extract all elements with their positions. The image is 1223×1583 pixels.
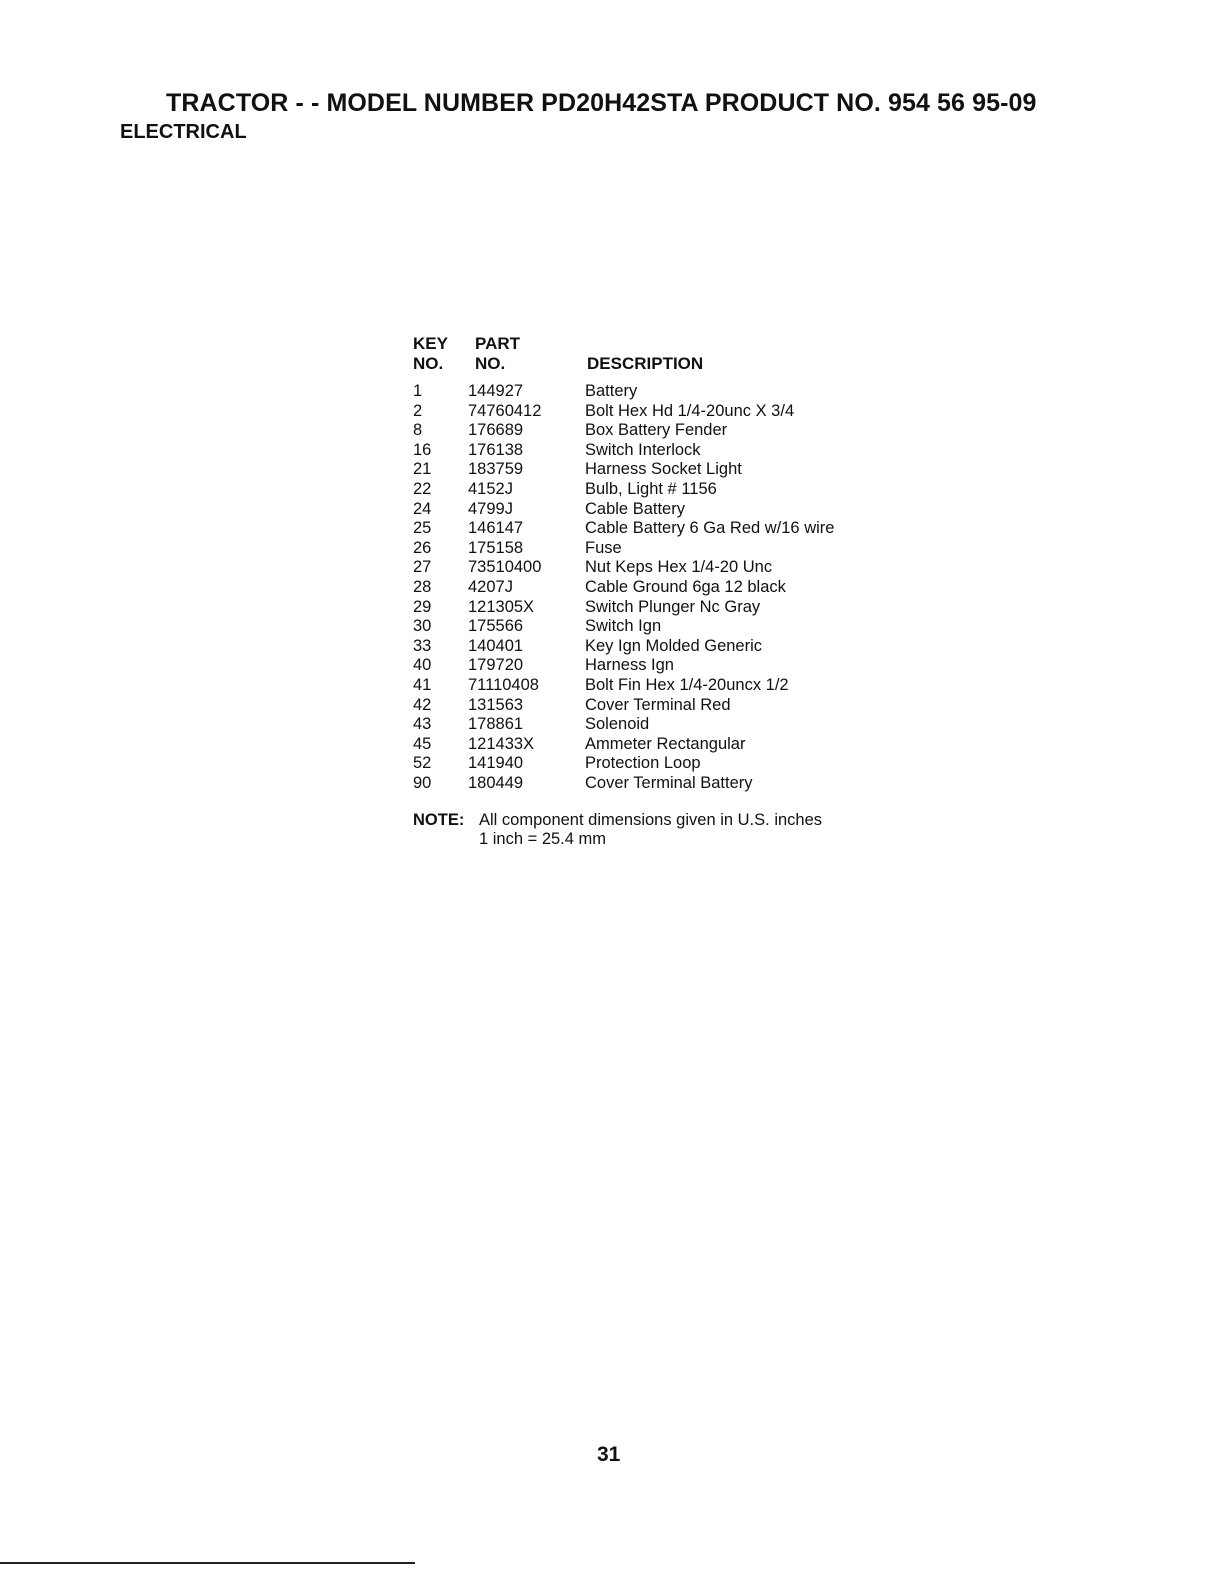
key-number: 40 [413,656,432,675]
table-row [413,519,893,539]
key-header-line1: KEY [413,334,448,353]
part-number: 121433X [468,734,535,753]
part-description: Cable Battery 6 Ga Red w/16 wire [585,519,835,538]
part-header-line1: PART [475,334,521,353]
part-number: 183759 [468,460,524,479]
part-description: Protection Loop [585,754,701,773]
part-description: Solenoid [585,715,650,734]
table-row [413,754,893,774]
part-description: Fuse [585,538,622,557]
table-row [413,578,893,598]
table-row [413,421,893,441]
part-number: 71110408 [468,675,539,694]
key-number: 25 [413,519,432,538]
note-label: NOTE: [413,811,465,829]
section-title: ELECTRICAL [120,121,247,143]
table-row [413,382,893,402]
key-number: 28 [413,577,432,596]
table-row [413,735,893,755]
part-number: 141940 [468,754,524,773]
table-row [413,617,893,637]
key-number: 41 [413,675,432,694]
part-number: 121305X [468,597,535,616]
part-number: 176689 [468,421,524,440]
part-description: Cable Battery [585,499,685,518]
part-number: 131563 [468,695,524,714]
table-row [413,539,893,559]
key-header-line2: NO. [413,354,444,373]
part-description: Switch Ign [585,617,662,636]
part-number: 178861 [468,715,524,734]
part-description: Key Ign Molded Generic [585,636,763,655]
key-number: 43 [413,715,432,734]
key-number: 45 [413,734,432,753]
part-description: Harness Ign [585,656,674,675]
bottom-rule [0,1562,415,1564]
key-number: 29 [413,597,432,616]
part-description: Cover Terminal Battery [585,773,753,792]
table-row [413,402,893,422]
page-number: 31 [597,1443,621,1466]
part-description: Ammeter Rectangular [585,734,746,753]
part-number: 4152J [468,479,513,498]
part-description: Harness Socket Light [585,460,742,479]
part-header-line2: NO. [475,354,506,373]
description-header: DESCRIPTION [587,354,704,373]
part-description: Switch Interlock [585,440,701,459]
part-description: Bolt Fin Hex 1/4-20uncx 1/2 [585,675,789,694]
key-number: 24 [413,499,432,518]
table-row [413,676,893,696]
note-line2: 1 inch = 25.4 mm [479,830,607,848]
part-number: 4207J [468,577,513,596]
part-number: 179720 [468,656,524,675]
part-number: 4799J [468,499,513,518]
key-number: 33 [413,636,432,655]
key-number: 52 [413,754,432,773]
key-number: 1 [413,382,423,400]
part-number: 144927 [468,382,524,400]
key-number: 16 [413,440,432,459]
part-description: Cable Ground 6ga 12 black [585,577,786,596]
part-number: 180449 [468,773,524,792]
part-description: Cover Terminal Red [585,695,731,714]
key-number: 26 [413,538,432,557]
note-line1: All component dimensions given in U.S. inches [479,811,823,829]
table-row [413,441,893,461]
note [413,811,822,849]
table-row [413,460,893,480]
table-row [413,696,893,716]
key-number: 90 [413,773,432,792]
part-description: Bulb, Light # 1156 [585,479,717,498]
table-row [413,656,893,676]
part-number: 146147 [468,519,524,538]
parts-list [413,382,893,793]
part-number: 175566 [468,617,524,636]
part-description: Battery [585,382,638,400]
key-number: 27 [413,558,432,577]
key-number: 42 [413,695,432,714]
table-row [413,774,893,794]
part-number: 74760412 [468,401,542,420]
table-row [413,500,893,520]
note-line1-row [413,811,822,830]
table-row [413,598,893,618]
key-number: 2 [413,401,423,420]
table-row [413,715,893,735]
part-description: Switch Plunger Nc Gray [585,597,761,616]
key-number: 22 [413,479,432,498]
part-description: Box Battery Fender [585,421,728,440]
table-row [413,558,893,578]
part-number: 175158 [468,538,524,557]
part-description: Nut Keps Hex 1/4-20 Unc [585,558,773,577]
part-number: 73510400 [468,558,542,577]
table-row [413,637,893,657]
part-number: 140401 [468,636,524,655]
table-row [413,480,893,500]
key-number: 21 [413,460,432,479]
page-title: TRACTOR - - MODEL NUMBER PD20H42STA PRODUCT NO. 954 56 95-09 [166,89,1037,117]
key-number: 30 [413,617,432,636]
key-number: 8 [413,421,423,440]
part-number: 176138 [468,440,524,459]
part-description: Bolt Hex Hd 1/4-20unc X 3/4 [585,401,795,420]
